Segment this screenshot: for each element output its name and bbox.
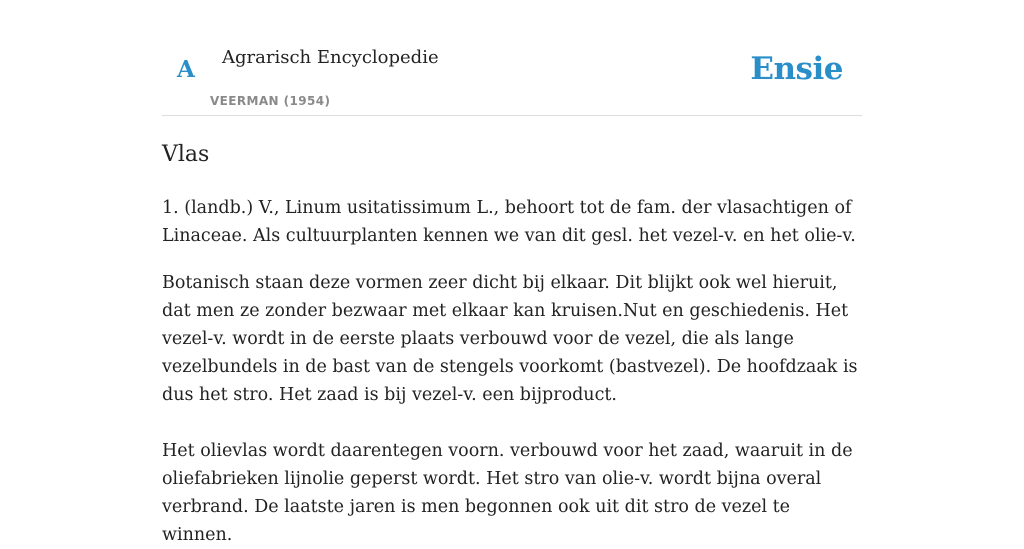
- entry-paragraph: Het olievlas wordt daarentegen voorn. verbouwd voor het zaad, waaruit in de oliefabrieken lijnolie geperst wordt. Het stro van olie-v. wordt bijna overal verbrand. De laatste jaren is men begonnen ook uit dit stro de vezel te winnen.: [162, 441, 853, 545]
- entry-header: [162, 0, 862, 116]
- letter-index-link[interactable]: A: [177, 56, 195, 83]
- entry-paragraph: Botanisch staan deze vormen zeer dicht bij elkaar. Dit blijkt ook wel hieruit, dat men ze zonder bezwaar met elkaar kan kruisen.Nut en geschiedenis. Het vezel-v. wordt in de eerste plaats verbouwd voor de vezel, die als lange vezelbundels in de bast van de stengels voorkomt (bastvezel). De hoofdzaak is dus het stro. Het zaad is bij vezel-v. een bijproduct.: [162, 273, 858, 405]
- ensie-logo-link[interactable]: Ensie: [750, 51, 843, 87]
- source-author-year: VEERMAN (1954): [210, 94, 331, 108]
- source-title: Agrarisch Encyclopedie: [222, 47, 439, 68]
- entry-paragraph: 1. (landb.) V., Linum usitatissimum L., behoort tot de fam. der vlasachtigen of Linaceae. Als cultuurplanten kennen we van dit gesl. het vezel-v. en het olie-v.: [162, 198, 856, 246]
- entry-title: Vlas: [162, 142, 210, 167]
- entry-content: [162, 139, 862, 549]
